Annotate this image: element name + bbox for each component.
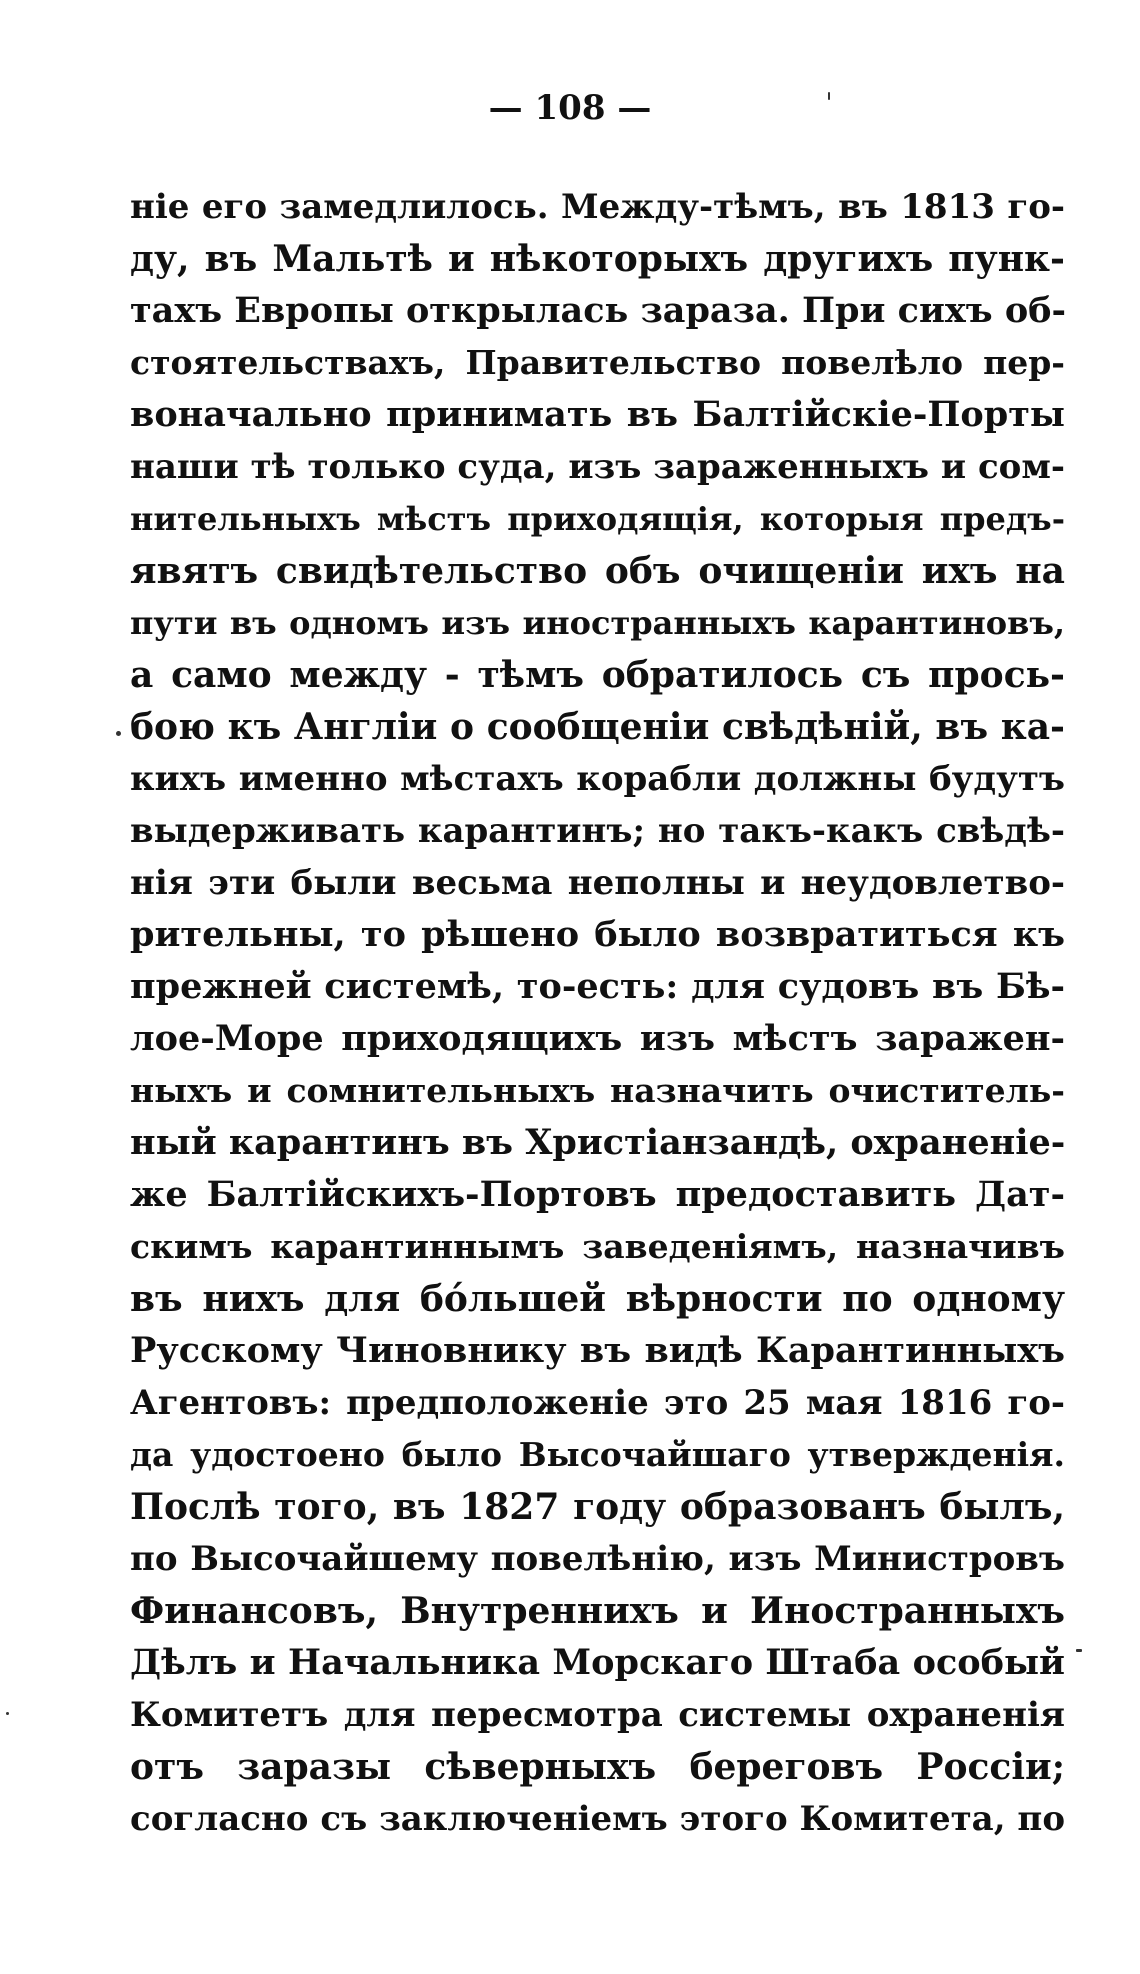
text-line: явятъ свидѣтельство объ очищеніи ихъ на xyxy=(130,550,1065,592)
text-line: наши тѣ только суда, изъ зараженныхъ и сом- xyxy=(130,447,1065,487)
text-line: ный карантинъ въ Христіанзандѣ, охраненіе- xyxy=(130,1122,1066,1163)
text-line: прежней системѣ, то-есть: для судовъ въ Бѣ- xyxy=(130,966,1065,1007)
text-line: бою къ Англіи о сообщеніи свѣдѣній, въ ка- xyxy=(130,706,1065,748)
text-line: Агентовъ: предположеніе это 25 мая 1816 го- xyxy=(130,1383,1065,1423)
scan-speck xyxy=(116,731,121,736)
text-line: ду, въ Мальтѣ и нѣкоторыхъ другихъ пунк- xyxy=(130,238,1065,280)
text-line: же Балтійскихъ-Портовъ предоставить Дат- xyxy=(130,1174,1065,1215)
text-line: пути въ одномъ изъ иностранныхъ карантиновъ, xyxy=(130,604,1065,642)
text-line: скимъ карантиннымъ заведеніямъ, назначивъ xyxy=(130,1227,1065,1266)
scan-speck xyxy=(1076,1649,1082,1652)
text-line: а само между - тѣмъ обратилось съ прось- xyxy=(130,654,1065,696)
text-line: да удостоено было Высочайшаго утвержденія. xyxy=(130,1435,1065,1474)
text-line: Русскому Чиновнику въ видѣ Карантинныхъ xyxy=(130,1330,1065,1371)
text-line: тахъ Европы открылась зараза. При сихъ об- xyxy=(130,290,1067,331)
text-line: Комитетъ для пересмотра системы охраненія xyxy=(130,1695,1065,1735)
text-line: согласно съ заключеніемъ этого Комитета, по xyxy=(130,1799,1065,1839)
text-line: лое-Море приходящихъ изъ мѣстъ заражен- xyxy=(130,1018,1065,1059)
text-line: нія эти были весьма неполны и неудовлетво- xyxy=(130,863,1065,903)
text-line: выдерживать карантинъ; но такъ-какъ свѣдѣ- xyxy=(130,811,1065,851)
text-line: отъ заразы сѣверныхъ береговъ Россіи; xyxy=(130,1746,1065,1788)
text-line: стоятельствахъ, Правительство повелѣло пер- xyxy=(130,343,1065,382)
text-line: ныхъ и сомнительныхъ назначить очиститель- xyxy=(130,1071,1065,1110)
text-line: Дѣлъ и Начальника Морскаго Штаба особый xyxy=(130,1642,1065,1683)
text-line: нительныхъ мѣстъ приходящія, которыя предъ- xyxy=(130,500,1065,538)
text-line: кихъ именно мѣстахъ корабли должны будутъ xyxy=(130,759,1065,799)
text-line: Послѣ того, въ 1827 году образованъ былъ, xyxy=(130,1486,1065,1528)
page-number: — 108 — xyxy=(488,88,652,128)
text-line: рительны, то рѣшено было возвратиться къ xyxy=(130,914,1065,955)
scan-speck xyxy=(6,1712,9,1715)
scan-speck xyxy=(828,92,830,100)
text-line: по Высочайшему повелѣнію, изъ Министровъ xyxy=(130,1539,1065,1579)
text-line: воначально принимать въ Балтійскіе-Порты xyxy=(130,394,1065,435)
text-line: въ нихъ для бо́льшей вѣрности по одному xyxy=(130,1278,1065,1320)
text-line: ніе его замедлилось. Между-тѣмъ, въ 1813 го- xyxy=(130,187,1065,227)
text-line: Финансовъ, Внутреннихъ и Иностранныхъ xyxy=(130,1590,1065,1632)
